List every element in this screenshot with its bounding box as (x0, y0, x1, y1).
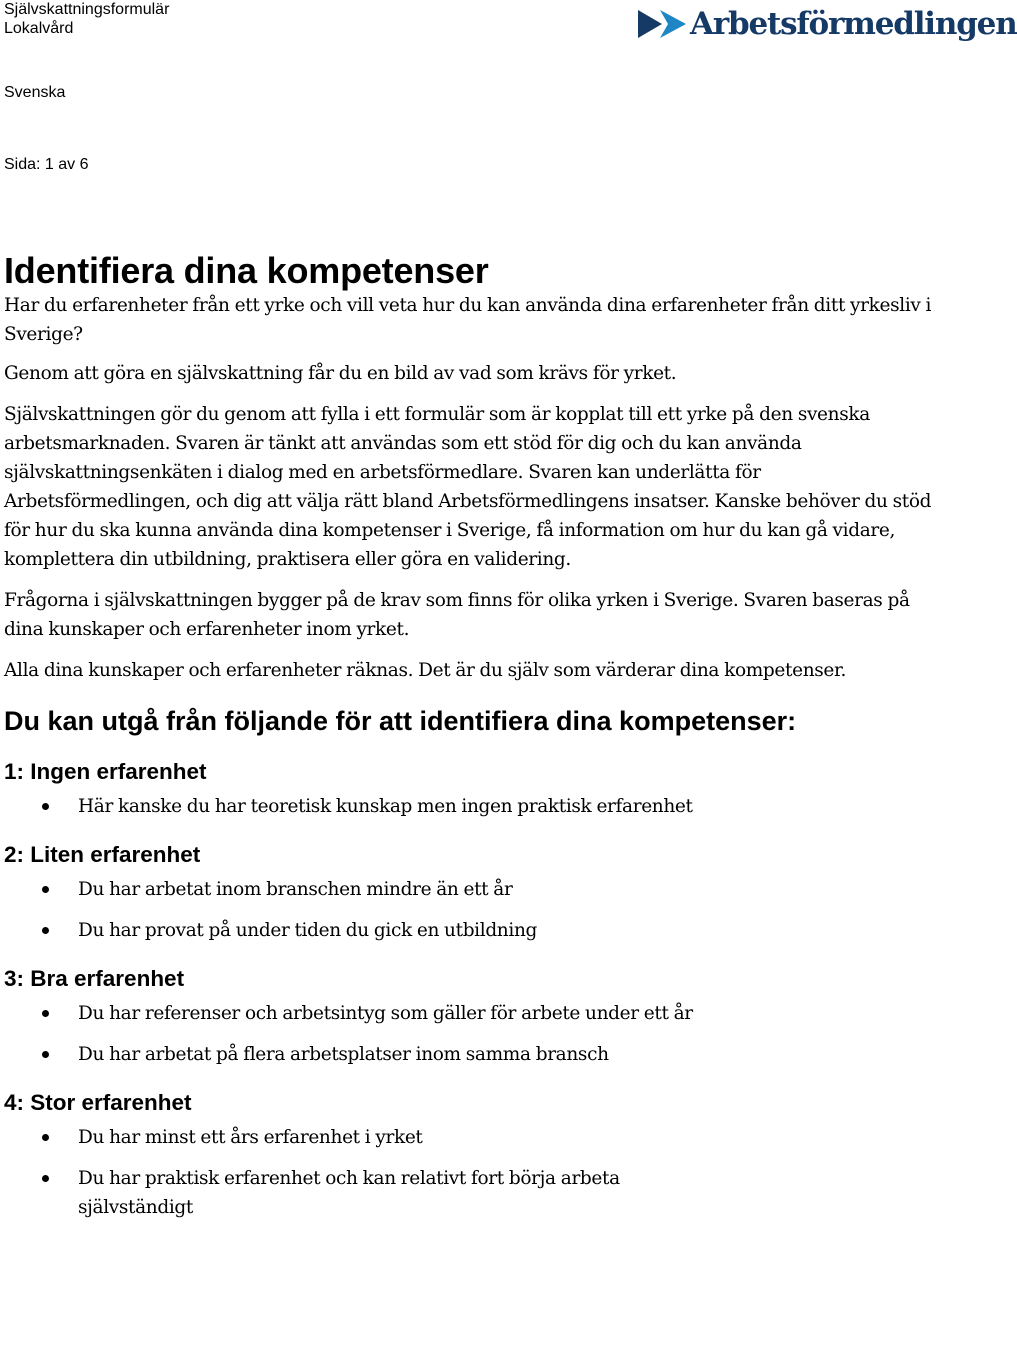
bullet-text: Du har praktisk erfarenhet och kan relativt fort börja arbeta självständigt (78, 1168, 620, 1218)
page-title: Identifiera dina kompetenser (4, 250, 489, 291)
list-item (4, 916, 944, 945)
logo-mark-icon (636, 8, 688, 40)
intro-paragraph: Har du erfarenheter från ett yrke och vill veta hur du kan använda dina erfarenheter från ditt yrkesliv i Sverige? (4, 295, 932, 345)
bullet-icon (42, 1051, 49, 1058)
bullet-text: Här kanske du har teoretisk kunskap men ingen praktisk erfarenhet (78, 796, 693, 817)
bullet-icon (42, 803, 49, 810)
arbetsformedlingen-logo (636, 4, 1017, 50)
level-bullet-list (4, 999, 944, 1069)
bullet-text: Du har referenser och arbetsintyg som gäller för arbete under ett år (78, 1003, 693, 1024)
main-content (4, 248, 944, 1222)
self-assessment-paragraph: Genom att göra en självskattning får du en bild av vad som krävs för yrket. (4, 363, 677, 384)
level-heading: 3: Bra erfarenhet (4, 966, 185, 991)
bullet-icon (42, 886, 49, 893)
level-bullet-list (4, 875, 944, 945)
bullet-text: Du har minst ett års erfarenhet i yrket (78, 1127, 423, 1148)
logo-wordmark: Arbetsförmedlingen (690, 6, 1017, 42)
bullet-icon (42, 1134, 49, 1141)
questions-paragraph: Frågorna i självskattningen bygger på de krav som finns för olika yrken i Sverige. Svaren baseras på dina kunskaper och erfarenheter inom yrket. (4, 590, 910, 640)
bullet-icon (42, 1010, 49, 1017)
purpose-paragraph: Självskattningen gör du genom att fylla i ett formulär som är kopplat till ett yrke på den svenska arbetsmarknaden. Svaren är tänkt att användas som ett stöd för dig och du kan använda självskattningsenkäten i dialog med en arbetsförmedlare. Svaren kan underlätta för Arbetsförmedlingen, och dig att välja rätt bland Arbetsförmedlingens insatser. Kanske behöver du stöd för hur du ska kunna använda dina kompetenser i Sverige, få information om hur du kan gå vidare, komplettera din utbildning, praktisera eller göra en validering. (4, 404, 932, 570)
bullet-text: Du har provat på under tiden du gick en utbildning (78, 920, 538, 941)
level-heading: 1: Ingen erfarenhet (4, 759, 207, 784)
profession-name: Lokalvård (4, 20, 74, 37)
bullet-text: Du har arbetat på flera arbetsplatser inom samma bransch (78, 1044, 609, 1065)
bullet-icon (42, 1175, 49, 1182)
level-bullet-list (4, 1123, 944, 1222)
page-indicator: Sida: 1 av 6 (4, 156, 89, 173)
list-item (4, 1123, 944, 1152)
list-item (4, 1164, 638, 1222)
level-heading: 4: Stor erfarenhet (4, 1090, 192, 1115)
level-heading: 2: Liten erfarenhet (4, 842, 201, 867)
levels-heading: Du kan utgå från följande för att identifiera dina kompetenser: (4, 706, 797, 736)
list-item (4, 999, 944, 1028)
bullet-text: Du har arbetat inom branschen mindre än ett år (78, 879, 513, 900)
list-item (4, 1040, 944, 1069)
experience-paragraph: Alla dina kunskaper och erfarenheter räknas. Det är du själv som värderar dina kompetenser. (4, 660, 847, 681)
bullet-icon (42, 927, 49, 934)
form-name: Självskattningsformulär (4, 1, 170, 18)
list-item (4, 792, 944, 821)
language-label: Svenska (4, 84, 66, 101)
list-item (4, 875, 944, 904)
level-bullet-list (4, 792, 944, 821)
